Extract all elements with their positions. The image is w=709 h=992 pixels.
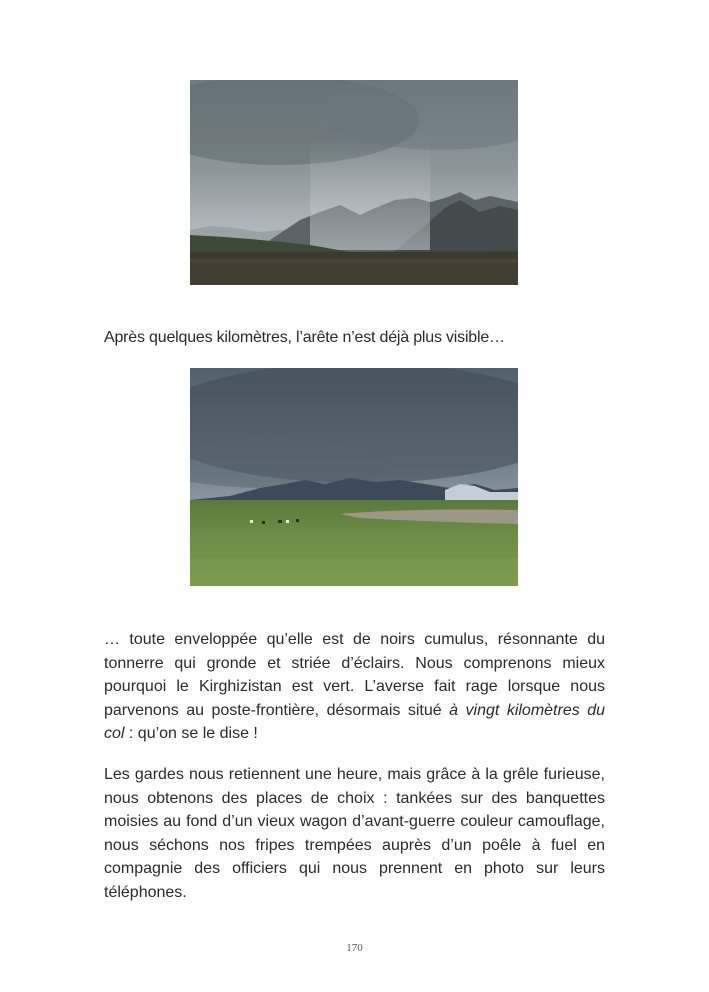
page-number: 170 [346, 942, 363, 954]
paragraph-1-emphasis: à vingt kilomètres du col [104, 701, 606, 742]
photo-green-steppe [190, 368, 518, 586]
paragraph-1-tail: : qu’on se le dise ! [124, 725, 258, 742]
paragraph-2: Les gardes nous retiennent une heure, mais grâce à la grêle furieuse, nous obtenons des places de choix : tankées sur des banquettes moisies au fond d’un vieux wagon d’avant-guerre couleur camouflage, nous séchons nos fripes trempées auprès d’un poêle à fuel en compagnie des officiers qui nous prennent en photo sur leurs téléphones. [104, 766, 605, 901]
photo-green-steppe-image [190, 368, 518, 586]
photo-stormy-mountains-image [190, 80, 518, 285]
photo-caption: Après quelques kilomètres, l’arête n’est déjà plus visible… [104, 329, 505, 346]
paragraph-1 [104, 628, 605, 746]
photo-stormy-mountains [190, 80, 518, 285]
paragraph-1-text: … toute enveloppée qu’elle est de noirs cumulus, résonnante du tonnerre qui gronde et striée d’éclairs. Nous comprenons mieux pourquoi le Kirghizistan est vert. L’averse fait rage lorsque nous parvenons au poste-frontière, désormais situé [104, 631, 605, 719]
